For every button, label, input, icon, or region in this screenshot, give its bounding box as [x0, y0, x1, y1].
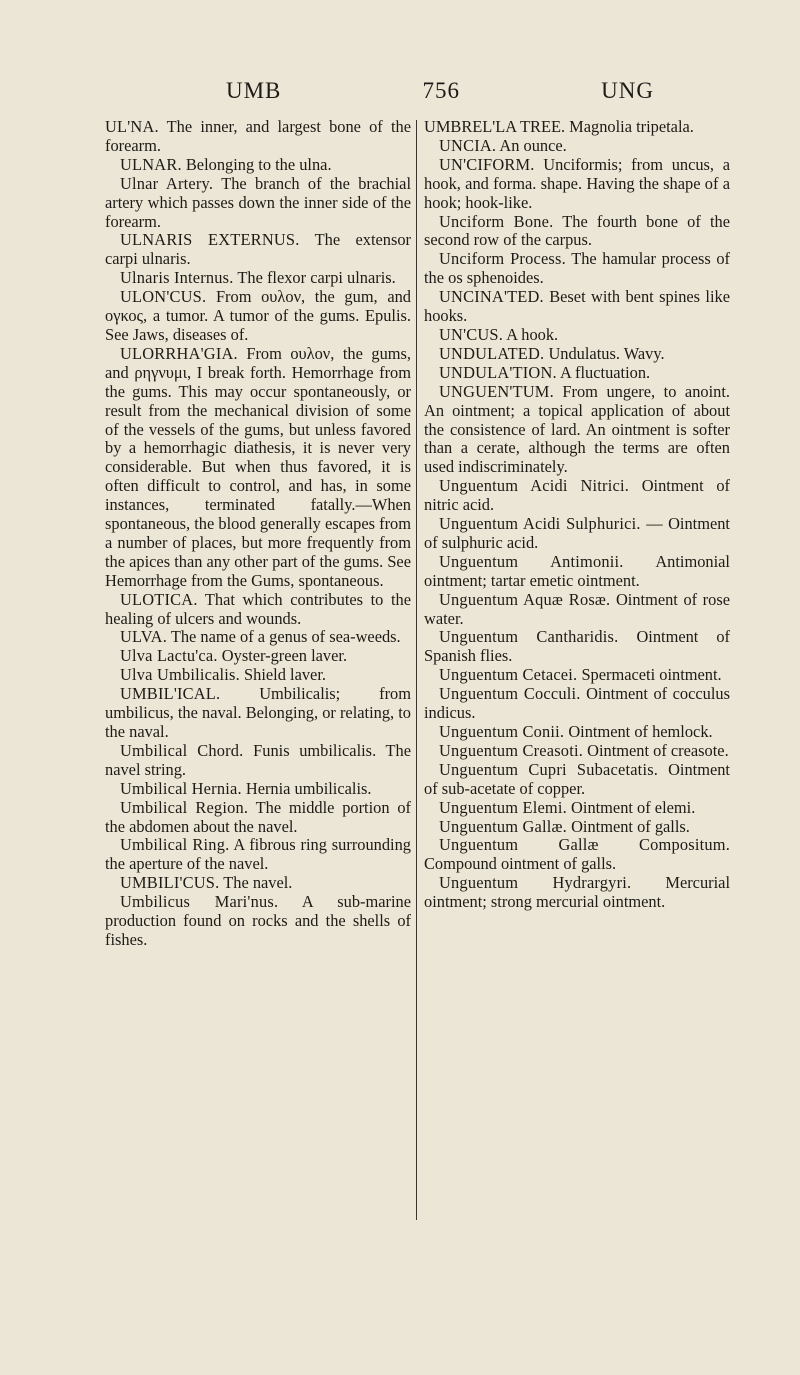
- entry-text: The fourth bone of the second row of the carpus.: [424, 211, 730, 250]
- entry-text: Ointment of rose water.: [424, 589, 730, 628]
- right-column: [424, 118, 730, 912]
- entry: [424, 156, 730, 213]
- running-header: [226, 78, 654, 104]
- entry-text: Ointment of nitric acid.: [424, 476, 730, 515]
- entry-text: Undulatus. Wavy.: [548, 343, 665, 363]
- entry-head: ULNAR.: [120, 154, 182, 174]
- entry-head: UN'CUS.: [439, 324, 504, 344]
- entry: [105, 175, 411, 232]
- entry-head: Umbilical Chord.: [120, 740, 244, 760]
- entry-text: Spermaceti ointment.: [581, 665, 722, 685]
- entry-head: Unciform Bone.: [439, 211, 554, 231]
- entry-head: Umbilical Region.: [120, 797, 249, 817]
- entry-text: Shield laver.: [244, 665, 326, 685]
- entry-text: The inner, and largest bone of the forearm.: [105, 117, 411, 155]
- entry-head: Unguentum Cocculi.: [439, 684, 581, 704]
- entry: [105, 685, 411, 742]
- entry: [105, 780, 411, 799]
- entry-head: ULORRHA'GIA.: [120, 343, 238, 363]
- entry-text: The hamular process of the os sphenoides.: [424, 249, 730, 288]
- entry-text: Hernia umbilicalis.: [245, 778, 372, 798]
- entry: [424, 213, 730, 251]
- entry-head: Unguentum Cetacei.: [439, 665, 578, 685]
- entry-text: Funis umbilicalis. The navel string.: [105, 740, 411, 779]
- entry-text: The name of a genus of sea-weeds.: [170, 627, 401, 647]
- entry: [424, 553, 730, 591]
- entry: [424, 477, 730, 515]
- entry-head: UNCINA'TED.: [439, 287, 544, 307]
- entry: [105, 893, 411, 950]
- entry-head: ULNARIS EXTERNUS.: [120, 230, 300, 250]
- left-column: [105, 118, 411, 950]
- page-number: 756: [422, 78, 461, 103]
- entry: [424, 364, 730, 383]
- entry-head: UL'NA.: [105, 117, 159, 136]
- entry-head: Unguentum Acidi Nitrici.: [439, 476, 629, 496]
- entry-head: ULOTICA.: [120, 589, 198, 609]
- entry: [105, 156, 411, 175]
- entry: [105, 874, 411, 893]
- entry-head: Unguentum Cantharidis.: [439, 627, 619, 647]
- entry-text: The extensor carpi ulnaris.: [105, 230, 412, 269]
- entry: [424, 345, 730, 364]
- entry: [424, 723, 730, 742]
- entry-text: The middle portion of the abdomen about the navel.: [105, 797, 411, 836]
- entry-head: Unciform Process.: [439, 249, 566, 269]
- entry-head: ULON'CUS.: [120, 287, 207, 307]
- entry-text: Antimonial ointment; tartar emetic ointment.: [424, 551, 730, 590]
- entry: [105, 118, 411, 156]
- entry: [424, 761, 730, 799]
- entry-text: Beset with bent spines like hooks.: [424, 287, 730, 326]
- entry: [105, 647, 411, 666]
- entry-head: Umbilical Ring.: [120, 835, 230, 855]
- entry-text: Unciformis; from uncus, a hook, and forma. shape. Having the shape of a hook; hook-like.: [424, 154, 730, 212]
- entry: [424, 137, 730, 156]
- entry-head: Umbilical Hernia.: [120, 778, 242, 798]
- entry-text: Mercurial ointment; strong mercurial ointment.: [424, 873, 730, 912]
- entry-text: The navel.: [223, 873, 293, 893]
- entry-head: Umbilicus Mari'nus.: [120, 892, 279, 912]
- header-right-word: UNG: [601, 78, 654, 103]
- entry-text: From ουλον, the gums, and ρηγνυμι, I break forth. Hemorrhage from the gums. This may occur spontaneously, or result from the mechanical division of some of the vessels of the gums, but unless favored by a hemorrhagic diathesis, it is never very considerable. But when thus favored, it is often difficult to control, and has, in some instances, terminated fatally.—When spontaneous, the blood generally escapes from a number of places, but more frequently from the apices than any other part of the gums. See Hemorrhage from the Gums, spontaneous.: [105, 343, 411, 590]
- entry-text: From ουλον, the gum, and ογκος, a tumor. A tumor of the gums. Epulis. See Jaws, diseases of.: [105, 287, 411, 344]
- entry: [424, 818, 730, 837]
- entry-head: Unguentum Antimonii.: [439, 551, 624, 571]
- entry-text: UMBREL'LA TREE. Magnolia tripetala.: [424, 117, 694, 136]
- entry-head: UN'CIFORM.: [439, 154, 535, 174]
- entry: [424, 591, 730, 629]
- entry: [105, 269, 411, 288]
- entry: [424, 326, 730, 345]
- entry-text: A fibrous ring surrounding the aperture of the navel.: [105, 835, 412, 874]
- entry-text: Ointment of Spanish flies.: [424, 627, 730, 666]
- entry-head: Unguentum Gallæ.: [439, 816, 567, 836]
- entry-head: UMBIL'ICAL.: [120, 684, 221, 704]
- entry-text: The flexor carpi ulnaris.: [237, 268, 396, 288]
- entry: [424, 383, 730, 478]
- entry: [105, 742, 411, 780]
- entry-head: Ulva Umbilicalis.: [120, 665, 240, 685]
- entry-text: A sub-marine production found on rocks and the shells of fishes.: [105, 892, 412, 949]
- entry: [424, 742, 730, 761]
- column-divider: [416, 120, 417, 1220]
- entry: [424, 628, 730, 666]
- entry: [424, 685, 730, 723]
- entry-text: Ointment of cocculus indicus.: [424, 684, 730, 723]
- entry: [105, 591, 411, 629]
- entry: [424, 799, 730, 818]
- entry: [424, 288, 730, 326]
- entry: [424, 836, 730, 874]
- entry-text: Ointment of hemlock.: [568, 722, 713, 741]
- entry-text: From ungere, to anoint. An ointment; a topical application of about the consistence of lard. An ointment is softer than a cerate, although the terms are often used indiscriminately.: [424, 381, 730, 477]
- entry-text: An ounce.: [499, 135, 567, 155]
- entry-head: Unguentum Hydrargyri.: [439, 873, 632, 893]
- entry-text: Umbilicalis; from umbilicus, the naval. Belonging, or relating, to the naval.: [105, 684, 411, 741]
- entry-text: Ointment of elemi.: [571, 797, 696, 817]
- entry-head: Unguentum Elemi.: [439, 797, 567, 817]
- entry-text: Oyster-green laver.: [221, 646, 348, 666]
- entry-text: Belonging to the ulna.: [185, 154, 332, 174]
- entry-head: ULVA.: [120, 627, 168, 647]
- entry: [105, 231, 411, 269]
- entry-text: A hook.: [506, 324, 559, 344]
- entry-head: Unguentum Gallæ Compositum.: [439, 835, 730, 855]
- entry-text: — Ointment of sulphuric acid.: [424, 514, 730, 552]
- entry-head: Ulnar Artery.: [120, 173, 214, 193]
- entry-text: That which contributes to the healing of ulcers and wounds.: [105, 589, 411, 628]
- entry-head: Unguentum Creasoti.: [439, 740, 584, 760]
- entry-head: UNGUEN'TUM.: [439, 381, 554, 401]
- header-left-word: UMB: [226, 78, 282, 103]
- entry-head: Unguentum Cupri Subacetatis.: [439, 759, 659, 779]
- entry: [105, 628, 411, 647]
- entry: [424, 250, 730, 288]
- entry-text: The branch of the brachial artery which passes down the inner side of the forearm.: [105, 173, 411, 231]
- entry-head: Unguentum Aquæ Rosæ.: [439, 589, 611, 609]
- entry: [105, 836, 411, 874]
- entry-text: Ointment of galls.: [571, 816, 690, 836]
- entry-head: UNDULA'TION.: [439, 362, 557, 382]
- entry-head: Unguentum Conii.: [439, 722, 565, 741]
- entry-head: Unguentum Acidi Sulphurici.: [439, 514, 641, 534]
- entry-text: Ointment of sub-acetate of copper.: [424, 759, 730, 798]
- entry-head: UNDULATED.: [439, 343, 545, 363]
- entry: [424, 666, 730, 685]
- entry: [105, 288, 411, 345]
- entry-text: A fluctuation.: [560, 362, 651, 382]
- entry: [105, 345, 411, 591]
- entry-text: Compound ointment of galls.: [424, 854, 617, 874]
- entry: [424, 515, 730, 553]
- entry: [105, 799, 411, 837]
- entry-head: UNCIA.: [439, 135, 497, 155]
- entry: [105, 666, 411, 685]
- entry-head: UMBILI'CUS.: [120, 873, 220, 893]
- entry: [424, 874, 730, 912]
- entry-text: Ointment of creasote.: [587, 740, 729, 760]
- entry-head: Ulnaris Internus.: [120, 268, 234, 288]
- entry: [424, 118, 730, 137]
- entry-head: Ulva Lactu'ca.: [120, 646, 218, 666]
